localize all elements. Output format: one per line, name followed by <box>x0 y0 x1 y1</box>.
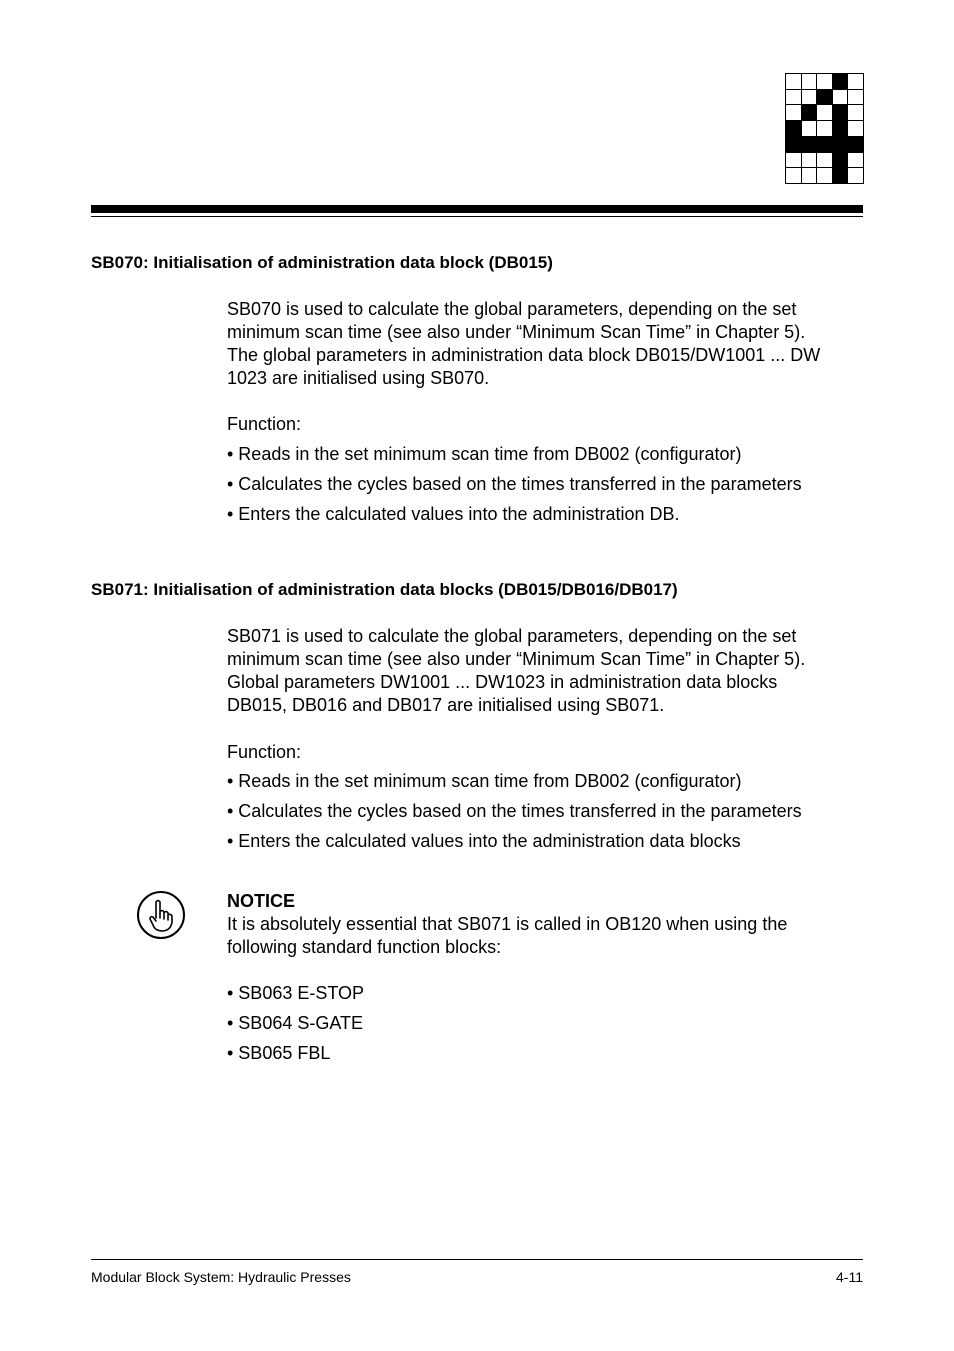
page-number: 4-11 <box>836 1269 863 1285</box>
logo-cell <box>832 120 849 137</box>
list-item: • Calculates the cycles based on the times transferred in the parameters <box>227 801 802 821</box>
list-item: • Calculates the cycles based on the times transferred in the parameters <box>227 474 802 494</box>
footer-title: Modular Block System: Hydraulic Presses <box>91 1269 351 1285</box>
pointing-hand-icon <box>136 890 186 940</box>
paragraph-line: Global parameters DW1001 ... DW1023 in administration data blocks <box>227 672 778 692</box>
logo-cell <box>801 152 818 169</box>
paragraph-line: SB070 is used to calculate the global parameters, depending on the set <box>227 299 797 319</box>
logo-cell <box>832 89 849 106</box>
logo-cell <box>832 136 849 153</box>
logo-cell <box>785 89 802 106</box>
section-heading-sb071: SB071: Initialisation of administration data blocks (DB015/DB016/DB017) <box>91 580 678 599</box>
logo-cell <box>816 89 833 106</box>
paragraph-line: minimum scan time (see also under “Minimum Scan Time” in Chapter 5). <box>227 649 806 669</box>
list-item: • Enters the calculated values into the administration data blocks <box>227 831 741 851</box>
list-item: • SB064 S-GATE <box>227 1013 364 1033</box>
logo-cell <box>847 167 864 184</box>
logo-cell <box>785 120 802 137</box>
notice-box <box>227 890 867 959</box>
footer-rule <box>91 1259 863 1260</box>
logo-cell <box>785 152 802 169</box>
logo-cell <box>785 136 802 153</box>
paragraph-line: 1023 are initialised using SB070. <box>227 368 490 388</box>
notice-text-line: following standard function blocks: <box>227 937 502 957</box>
logo-cell <box>847 120 864 137</box>
list-item: • Reads in the set minimum scan time from DB002 (configurator) <box>227 771 742 791</box>
list-item: • Reads in the set minimum scan time from DB002 (configurator) <box>227 444 742 464</box>
function-label: Function: <box>227 414 302 434</box>
paragraph-line: DB015, DB016 and DB017 are initialised using SB071. <box>227 695 665 715</box>
logo-cell <box>816 73 833 90</box>
list-item: • Enters the calculated values into the administration DB. <box>227 504 680 524</box>
header-rule-thick <box>91 205 863 213</box>
logo-cell <box>816 152 833 169</box>
logo-cell <box>816 120 833 137</box>
paragraph-line: minimum scan time (see also under “Minimum Scan Time” in Chapter 5). <box>227 322 806 342</box>
logo-cell <box>785 73 802 90</box>
logo-cell <box>832 73 849 90</box>
logo-cell <box>832 167 849 184</box>
list-item: • SB063 E-STOP <box>227 983 365 1003</box>
logo-cell <box>816 104 833 121</box>
logo-cell <box>801 89 818 106</box>
logo-cell <box>847 104 864 121</box>
section-heading-sb070: SB070: Initialisation of administration data block (DB015) <box>91 253 553 272</box>
logo-cell <box>847 73 864 90</box>
logo-cell <box>847 136 864 153</box>
logo-cell <box>785 167 802 184</box>
list-item: • SB065 FBL <box>227 1043 331 1063</box>
logo-cell <box>816 136 833 153</box>
section-paragraph-sb071 <box>227 625 867 717</box>
logo-cell <box>847 89 864 106</box>
logo-cell <box>847 152 864 169</box>
header-logo-grid <box>786 73 864 183</box>
paragraph-line: The global parameters in administration data block DB015/DW1001 ... DW <box>227 345 821 365</box>
notice-title: NOTICE <box>227 891 296 911</box>
logo-cell <box>801 120 818 137</box>
logo-cell <box>816 167 833 184</box>
logo-cell <box>801 136 818 153</box>
paragraph-line: SB071 is used to calculate the global parameters, depending on the set <box>227 626 797 646</box>
header-rule-thin <box>91 216 863 217</box>
logo-cell <box>801 167 818 184</box>
section-paragraph-sb070 <box>227 298 867 390</box>
notice-text-line: It is absolutely essential that SB071 is called in OB120 when using the <box>227 914 788 934</box>
logo-cell <box>832 104 849 121</box>
logo-cell <box>801 104 818 121</box>
logo-cell <box>832 152 849 169</box>
logo-cell <box>801 73 818 90</box>
logo-cell <box>785 104 802 121</box>
function-label: Function: <box>227 742 302 762</box>
